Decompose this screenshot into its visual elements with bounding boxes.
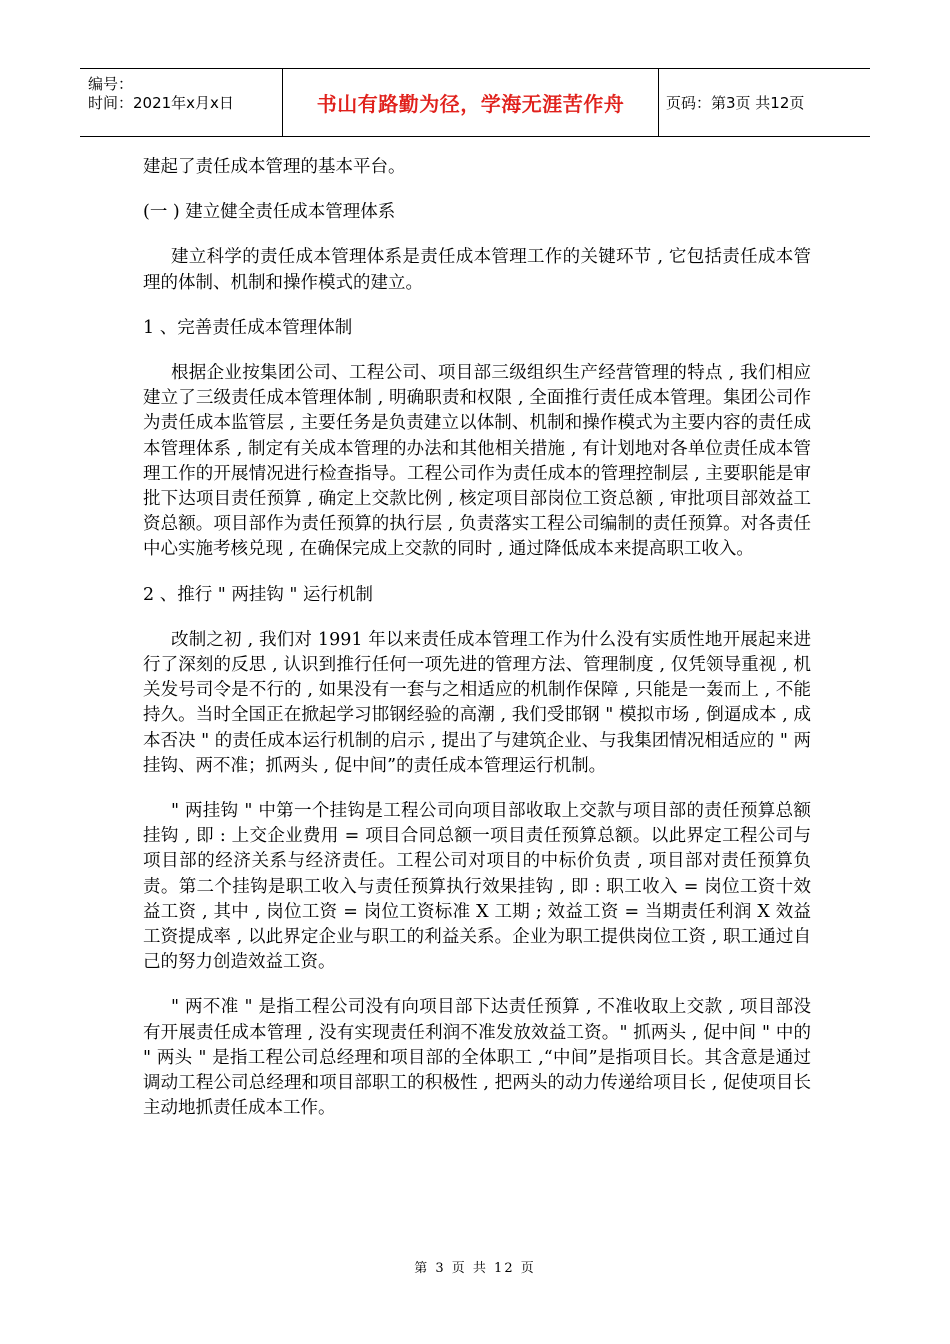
paragraph-reform: 改制之初 , 我们对 1991 年以来责任成本管理工作为什么没有实质性地开展起来进行了深刻的反思 , 认识到推行任何一项先进的管理方法、管理制度 , 仅凭领导重视 , 机关发号司令是不行的 , 如果没有一套与之相适应的机制作保障 , 只能是一轰而上 , 不能持久。当时全国正在掀起学习邯钢经验的高潮 , 我们受邯钢 " 模拟市场 , 倒逼成本 , 成本否决 " 的责任成本运行机制的启示 , 提出了与建筑企业、与我集团情况相适应的 " 两挂钩、两不准；抓两头 , 促中间”的责任成本管理运行机制。 [143, 629, 811, 776]
paragraph-intro: 建立科学的责任成本管理体系是责任成本管理工作的关键环节 , 它包括责任成本管理的体制、机制和操作模式的建立。 [143, 247, 811, 293]
paragraph-two-prohibitions: " 两不准 " 是指工程公司没有向项目部下达责任预算 , 不准收取上交款 , 项目部没有开展责任成本管理 , 没有实现责任利润不准发放效益工资。" 抓两头 , 促中间 " 中的 " 两头 " 是指工程公司总经理和项目部的全体职工 ,“中间”是指项目长。其含意是通过调动工程公司总经理和项目部职工的积极性 , 把两头的动力传递给项目长 , 促使项目长主动地抓责任成本工作。 [143, 997, 811, 1119]
page-footer: 第 3 页 共 12 页 [414, 1261, 536, 1276]
document-date-label: 时间：2021年x月x日 [88, 94, 234, 112]
paragraph-management-system: 根据企业按集团公司、工程公司、项目部三级组织生产经营管理的特点 , 我们相应建立了三级责任成本管理体制 , 明确职责和权限 , 全面推行责任成本管理。集团公司作为责任成本监管层 , 主要任务是负责建立以体制、机制和操作模式为主要内容的责任成本管理体系 , 制定有关成本管理的办法和其他相关措施 , 有计划地对各单位责任成本管理工作的开展情况进行检查指导。工程公司作为责任成本的管理控制层 , 主要职能是审批下达项目责任预算 , 确定上交款比例 , 核定项目部岗位工资总额 , 审批项目部效益工资总额。项目部作为责任预算的执行层 , 负责落实工程公司编制的责任预算。对各责任中心实施考核兑现 , 在确保完成上交款的同时 , 通过降低成本来提高职工收入。 [143, 363, 811, 560]
subsection-heading-1: 1 、完善责任成本管理体制 [143, 317, 353, 338]
document-number-label: 编号： [88, 75, 134, 93]
paragraph-two-links: " 两挂钩 " 中第一个挂钩是工程公司向项目部收取上交款与项目部的责任预算总额挂钩 , 即 : 上交企业费用 = 项目合同总额一项目责任预算总额。以此界定工程公司与项目部的经济关系与经济责任。工程公司对项目的中标价负责 , 项目部对责任预算负责。第二个挂钩是职工收入与责任预算执行效果挂钩 , 即 : 职工收入 = 岗位工资十效益工资 , 其中 , 岗位工资 = 岗位工资标准 X 工期 ; 效益工资 = 当期责任利润 X 效益工资提成率 , 以此界定企业与职工的利益关系。企业为职工提供岗位工资 , 职工通过自己的努力创造效益工资。 [143, 801, 811, 973]
section-heading: (一 ) 建立健全责任成本管理体系 [143, 202, 396, 223]
header-meta [80, 69, 283, 136]
header-page-cell [659, 69, 870, 136]
header-motto: 书山有路勤为径，学海无涯苦作舟 [316, 92, 625, 116]
subsection-heading-2: 2 、推行 " 两挂钩 " 运行机制 [143, 584, 374, 605]
header-motto-cell [283, 69, 659, 136]
document-body [143, 155, 811, 1142]
header-page-label: 页码：第3页 共12页 [666, 94, 805, 112]
header-table [80, 68, 870, 137]
paragraph-continuation: 建起了责任成本管理的基本平台。 [143, 157, 406, 177]
